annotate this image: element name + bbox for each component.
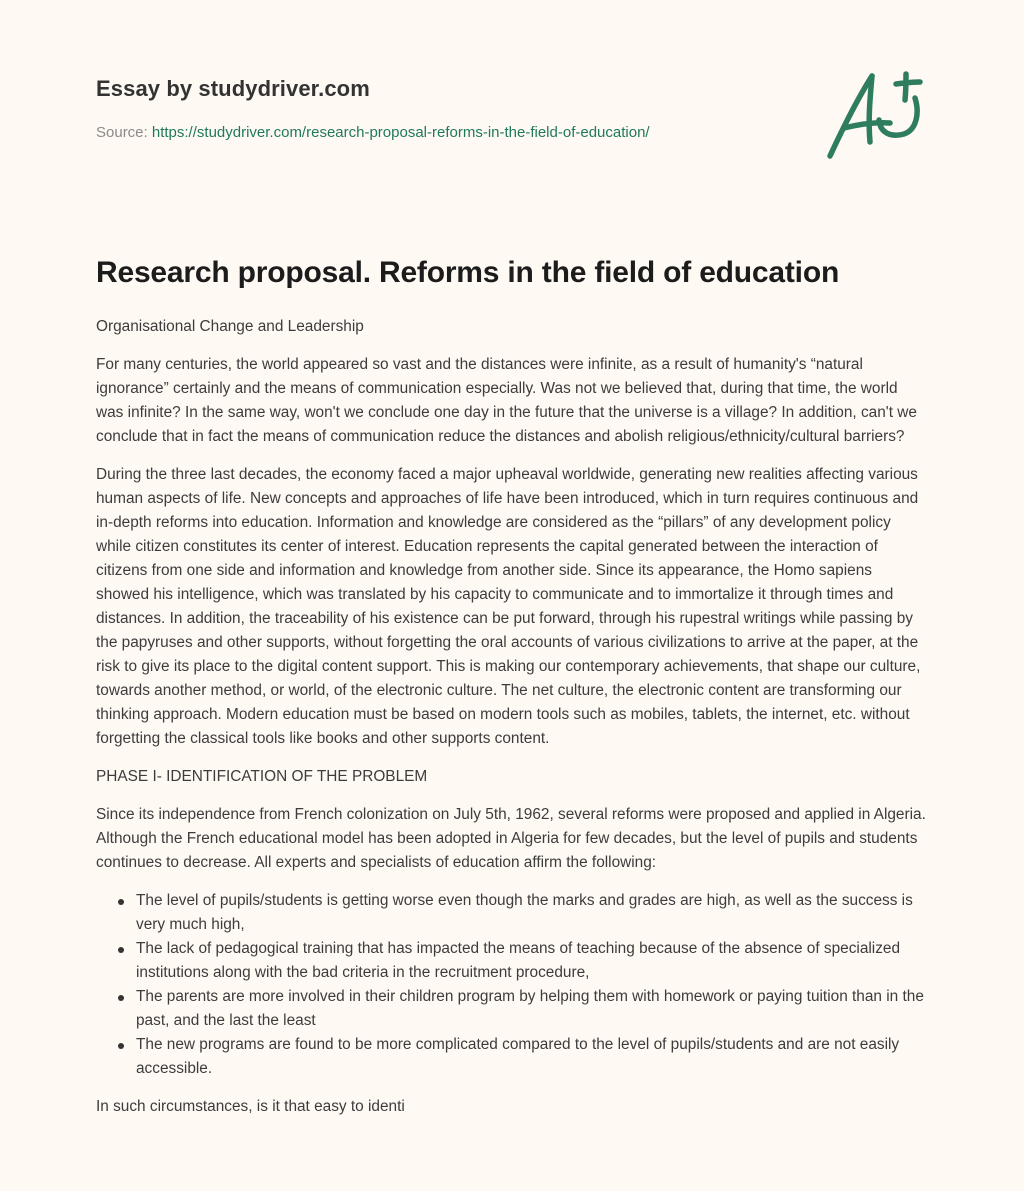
list-item: The level of pupils/students is getting worse even though the marks and grades are high, as well as the success is very much high, (96, 889, 928, 937)
site-title: Essay by studydriver.com (96, 76, 370, 101)
page-header (96, 0, 928, 230)
section-heading: PHASE I- IDENTIFICATION OF THE PROBLEM (96, 768, 428, 785)
paragraph: Since its independence from French colonization on July 5th, 1962, several reforms were proposed and applied in Algeria. Although the French educational model has been adopted in Algeria for few decades, but the level of pupils and students continues to decrease. All experts and specialists of education affirm the following: (96, 806, 926, 871)
document-subtitle: Organisational Change and Leadership (96, 318, 364, 335)
list-item: The new programs are found to be more complicated compared to the level of pupils/students and are not easily accessible. (96, 1033, 928, 1081)
source-line (96, 124, 650, 141)
paragraph: During the three last decades, the economy faced a major upheaval worldwide, generating new realities affecting various human aspects of life. New concepts and approaches of life have been introduced, which in turn requires continuous and in-depth reforms into education. Information and knowledge are considered as the “pillars” of any development policy while citizen constitutes its center of interest. Education represents the capital generated between the interaction of citizens from one side and information and knowledge from another side. Since its appearance, the Homo sapiens showed his intelligence, which was translated by his capacity to communicate and to immortalize it through times and distances. In addition, the traceability of his existence can be put forward, through his rupestral writings while passing by the papyruses and other supports, without forgetting the oral accounts of various civilizations to arrive at the paper, at the risk to give its place to the digital content support. This is making our contemporary achievements, that shape our culture, towards another method, or world, of the electronic culture. The net culture, the electronic content are transforming our thinking approach. Modern education must be based on modern tools such as mobiles, tablets, the internet, etc. without forgetting the classical tools like books and other supports content. (96, 466, 921, 747)
paragraph: For many centuries, the world appeared so vast and the distances were infinite, as a result of humanity's “natural ignorance” certainly and the means of communication especially. Was not we believed that, during that time, the world was infinite? In the same way, won't we conclude one day in the future that the universe is a village? In addition, can't we conclude that in fact the means of communication reduce the distances and abolish religious/ethnicity/cultural barriers? (96, 356, 917, 445)
truncated-paragraph: In such circumstances, is it that easy to identi (96, 1098, 405, 1115)
bullet-list (96, 889, 928, 1081)
document-title: Research proposal. Reforms in the field of education (96, 256, 840, 289)
source-link[interactable]: https://studydriver.com/research-proposal-reforms-in-the-field-of-education/ (151, 124, 650, 141)
document-body (96, 315, 928, 1133)
a-plus-grade-icon (824, 68, 924, 164)
source-label: Source: (96, 124, 148, 141)
list-item: The parents are more involved in their children program by helping them with homework or paying tuition than in the past, and the last the least (96, 985, 928, 1033)
list-item: The lack of pedagogical training that has impacted the means of teaching because of the absence of specialized institutions along with the bad criteria in the recruitment procedure, (96, 937, 928, 985)
essay-page (96, 0, 928, 1115)
